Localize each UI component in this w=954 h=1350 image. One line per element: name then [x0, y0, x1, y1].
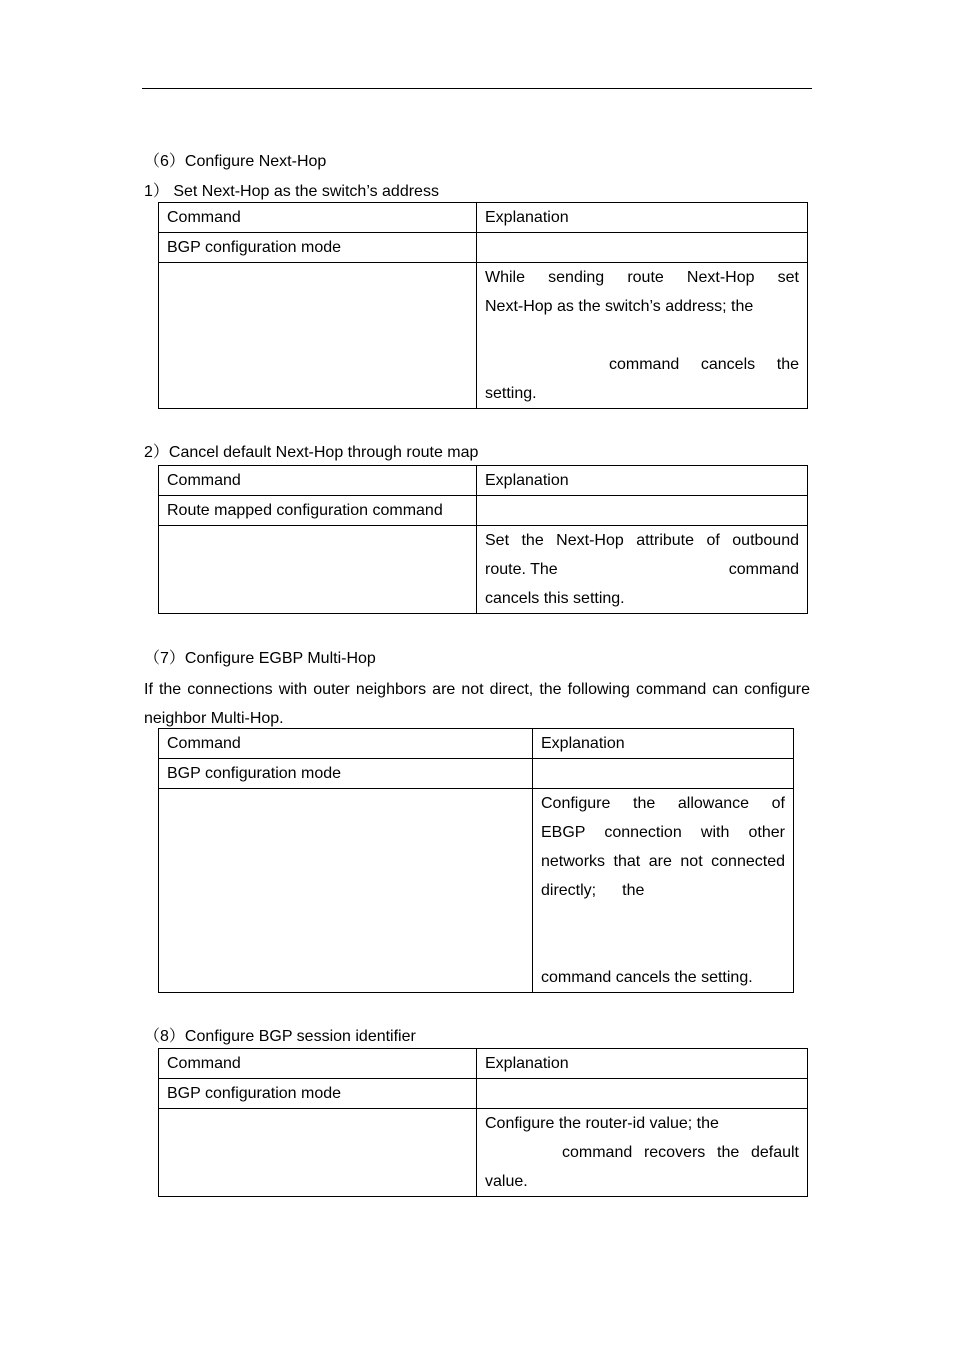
ebgp-multihop-table: [158, 728, 794, 993]
col-command-header: Command: [159, 203, 477, 233]
col-explanation-header: Explanation: [533, 729, 794, 759]
blank-line: [485, 321, 799, 350]
blank-line: [541, 934, 785, 963]
section-7-heading: （7）Configure EGBP Multi-Hop: [144, 650, 376, 667]
mode-cell: BGP configuration mode: [159, 233, 477, 263]
section-6-2-subheading: 2）Cancel default Next-Hop through route map: [144, 444, 479, 461]
mode-cell: BGP configuration mode: [159, 759, 533, 789]
explanation-line: Next-Hop as the switch’s address; the: [485, 298, 754, 315]
explanation-fragment: command: [728, 561, 799, 578]
explanation-fragment: directly;: [541, 882, 597, 899]
col-command-header: Command: [159, 466, 477, 496]
explanation-fragment: route. The: [485, 561, 558, 578]
explanation-line: [485, 555, 799, 584]
command-cell: [159, 789, 533, 993]
explanation-line: networks that are not connected: [541, 853, 785, 870]
explanation-cell: [533, 789, 794, 993]
explanation-cell: [477, 1109, 808, 1197]
mode-explanation-cell: [477, 1079, 808, 1109]
mode-cell: BGP configuration mode: [159, 1079, 477, 1109]
header-rule: [142, 88, 812, 89]
command-cell: [159, 263, 477, 409]
explanation-line: EBGP connection with other: [541, 824, 785, 841]
explanation-line: [541, 876, 785, 905]
explanation-line: cancels this setting.: [485, 590, 625, 607]
explanation-cell: [477, 526, 808, 614]
command-cell: [159, 1109, 477, 1197]
explanation-line: command recovers the default: [562, 1144, 799, 1161]
blank-line: [541, 905, 785, 934]
col-command-header: Command: [159, 1049, 477, 1079]
explanation-cell: [477, 263, 808, 409]
section-6-1-subheading: 1） Set Next-Hop as the switch’s address: [144, 183, 439, 200]
explanation-line: command cancels the setting.: [541, 969, 753, 986]
explanation-line: command cancels the: [609, 356, 799, 373]
command-cell: [159, 526, 477, 614]
explanation-line: Set the Next-Hop attribute of outbound: [485, 532, 799, 549]
explanation-line: setting.: [485, 385, 537, 402]
col-explanation-header: Explanation: [477, 1049, 808, 1079]
mode-cell: Route mapped configuration command: [159, 496, 477, 526]
explanation-line: While sending route Next-Hop set: [485, 269, 799, 286]
explanation-fragment: the: [622, 882, 645, 899]
section-6-heading: （6）Configure Next-Hop: [144, 153, 327, 170]
next-hop-self-table: [158, 202, 808, 409]
explanation-line: value.: [485, 1173, 528, 1190]
router-id-table: [158, 1048, 808, 1197]
mode-explanation-cell: [477, 496, 808, 526]
explanation-line: Configure the router-id value; the: [485, 1115, 719, 1132]
col-explanation-header: Explanation: [477, 203, 808, 233]
col-command-header: Command: [159, 729, 533, 759]
mode-explanation-cell: [477, 233, 808, 263]
explanation-line: Configure the allowance of: [541, 795, 785, 812]
mode-explanation-cell: [533, 759, 794, 789]
section-8-heading: （8）Configure BGP session identifier: [144, 1028, 416, 1045]
route-map-next-hop-table: [158, 465, 808, 614]
col-explanation-header: Explanation: [477, 466, 808, 496]
section-7-paragraph: If the connections with outer neighbors are not direct, the following command can configure neighbor Multi-Hop.: [144, 681, 810, 727]
